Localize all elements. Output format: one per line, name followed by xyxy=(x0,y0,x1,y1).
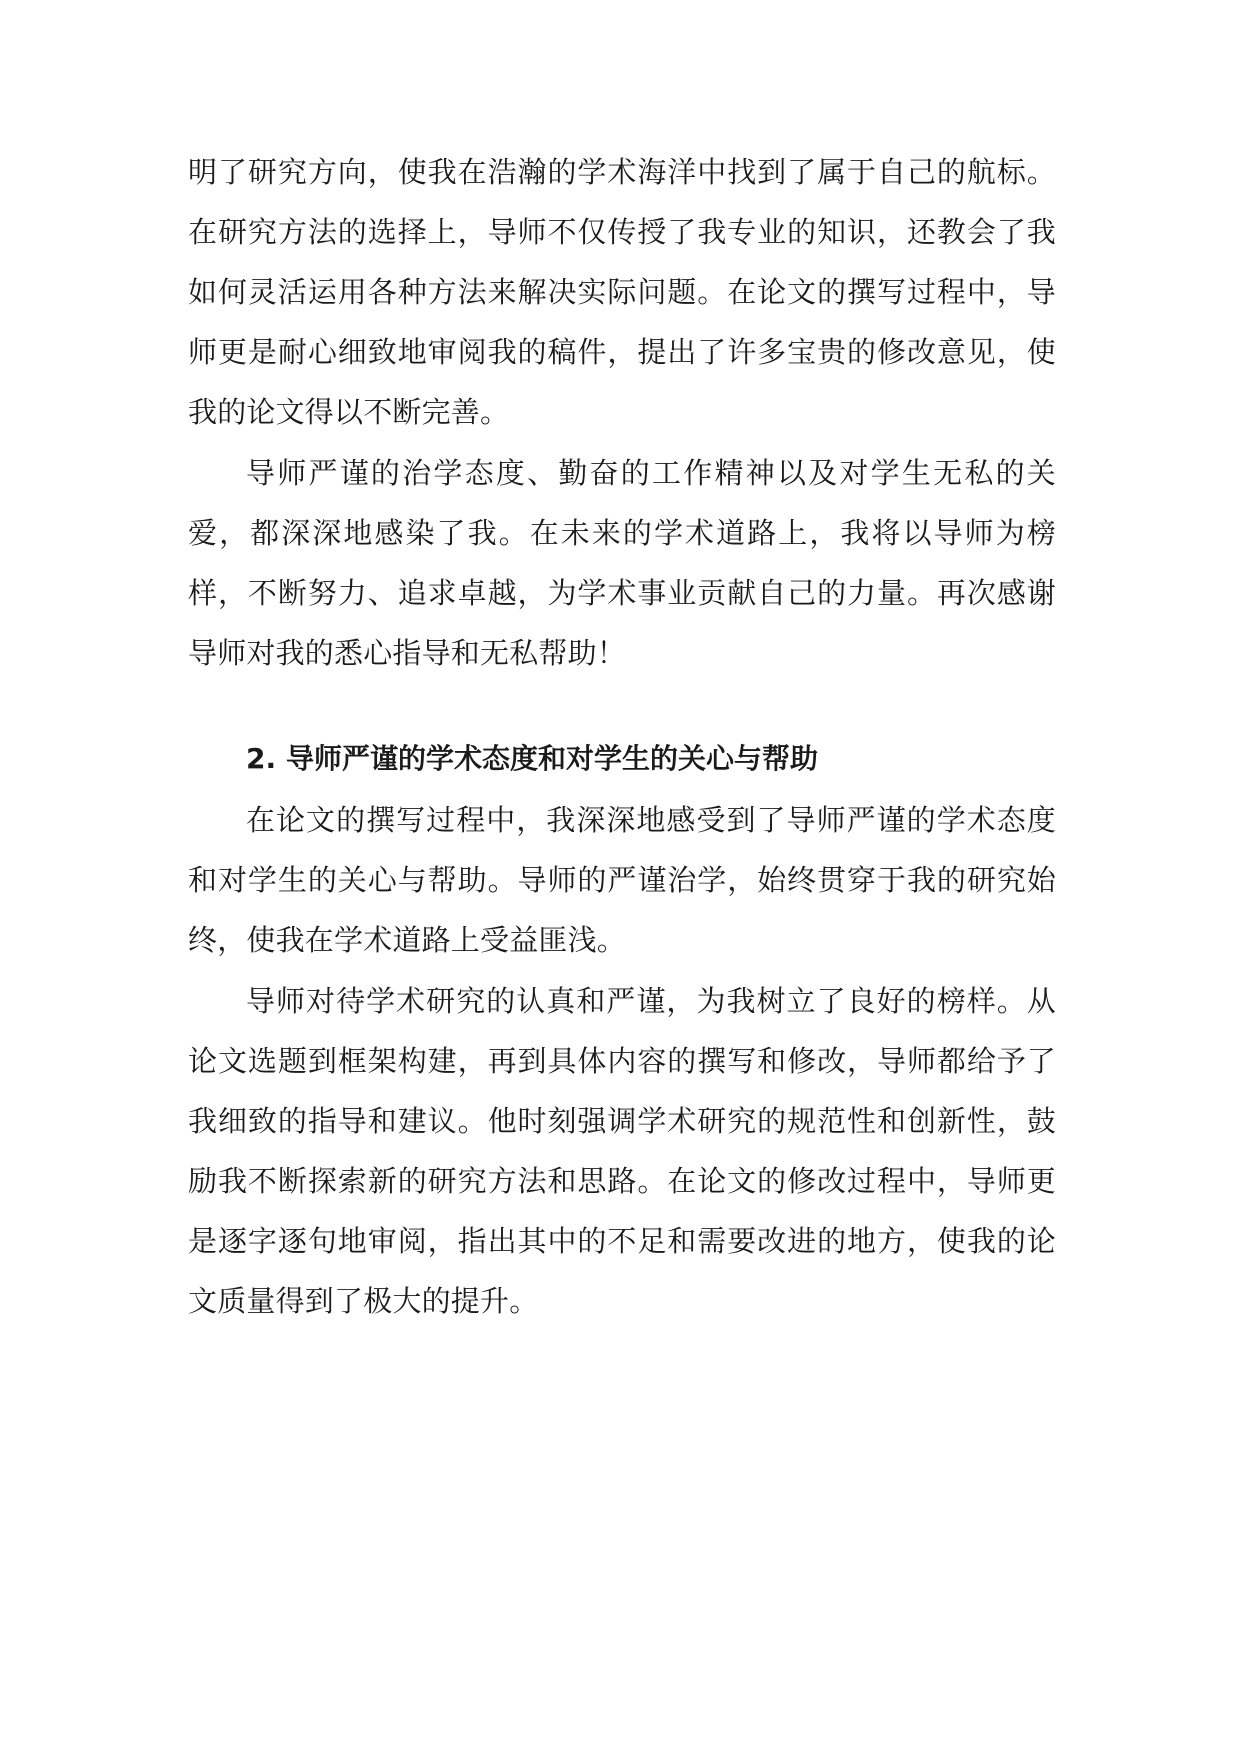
paragraph-gratitude: 导师严谨的治学态度、勤奋的工作精神以及对学生无私的关爱，都深深地感染了我。在未来的学术道路上，我将以导师为榜样，不断努力、追求卓越，为学术事业贡献自己的力量。再次感谢导师对我的悉心指导和无私帮助！ xyxy=(188,456,1056,670)
section-number: 2. xyxy=(246,742,277,775)
paragraph-continued: 明了研究方向，使我在浩瀚的学术海洋中找到了属于自己的航标。在研究方法的选择上，导师不仅传授了我专业的知识，还教会了我如何灵活运用各种方法来解决实际问题。在论文的撰写过程中，导师更是耐心细致地审阅我的稿件，提出了许多宝贵的修改意见，使我的论文得以不断完善。 xyxy=(188,155,1056,429)
paragraph-section-detail: 导师对待学术研究的认真和严谨，为我树立了良好的榜样。从论文选题到框架构建，再到具体内容的撰写和修改，导师都给予了我细致的指导和建议。他时刻强调学术研究的规范性和创新性，鼓励我不断探索新的研究方法和思路。在论文的修改过程中，导师更是逐字逐句地审阅，指出其中的不足和需要改进的地方，使我的论文质量得到了极大的提升。 xyxy=(188,984,1056,1318)
paragraph-section-intro: 在论文的撰写过程中，我深深地感受到了导师严谨的学术态度和对学生的关心与帮助。导师的严谨治学，始终贯穿于我的研究始终，使我在学术道路上受益匪浅。 xyxy=(188,803,1056,957)
document-body xyxy=(188,142,1056,1331)
section-title: 导师严谨的学术态度和对学生的关心与帮助 xyxy=(286,742,819,775)
section-heading xyxy=(188,729,1056,789)
